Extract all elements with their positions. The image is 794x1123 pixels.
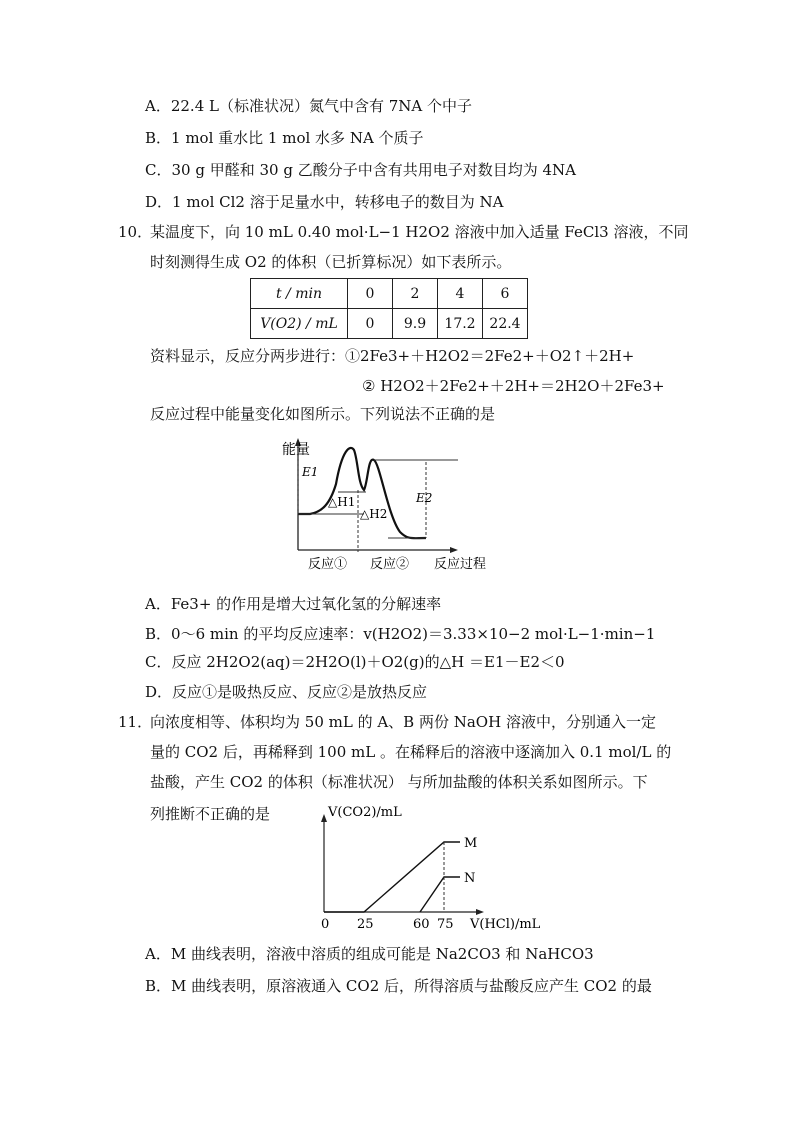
chart-y-arrow <box>321 814 327 822</box>
chart-xlabel: V(HCl)/mL <box>470 917 541 932</box>
table-cell: 9.9 <box>393 309 438 339</box>
x-tick-label: 60 <box>413 917 430 932</box>
chart-x-arrow <box>476 909 484 915</box>
q10-option-b: B．0～6 min 的平均反应速率：v(H2O2)＝3.33×10−2 mol·L−1·min−1 <box>145 625 656 643</box>
q11-option-b: B．M 曲线表明，原溶液通入 CO2 后，所得溶质与盐酸反应产生 CO2 的最 <box>145 977 652 995</box>
table-cell: 4 <box>438 279 483 309</box>
series-line-M <box>324 842 460 912</box>
q11-stem-line4: 列推断不正确的是 <box>150 805 271 823</box>
table-cell: 17.2 <box>438 309 483 339</box>
x-axis-arrow <box>450 547 458 553</box>
table-row <box>251 279 528 309</box>
q9-option-a: A．22.4 L（标准状况）氮气中含有 7NA 个中子 <box>145 97 472 115</box>
q9-option-b: B．1 mol 重水比 1 mol 水多 NA 个质子 <box>145 129 424 147</box>
x-label-reaction-1: 反应① <box>308 557 348 572</box>
dh2-label: △H2 <box>360 507 388 521</box>
chart-ylabel: V(CO2)/mL <box>328 805 402 820</box>
y-axis-label-top: 能量 <box>282 442 310 458</box>
table-cell: 6 <box>483 279 528 309</box>
table-header-time: t / min <box>251 279 348 309</box>
table-row <box>251 309 528 339</box>
q10-info-line2: ② H2O2＋2Fe2+＋2H+＝2H2O＋2Fe3+ <box>362 377 665 395</box>
table-cell: 2 <box>393 279 438 309</box>
series-line-N <box>420 877 460 912</box>
q11-stem-line1: 向浓度相等、体积均为 50 mL 的 A、B 两份 NaOH 溶液中，分别通入一定 <box>150 713 656 731</box>
table-header-volume: V(O2) / mL <box>251 309 348 339</box>
q10-option-c: C．反应 2H2O2(aq)＝2H2O(l)＋O2(g)的△H ＝E1－E2＜0 <box>145 653 565 671</box>
e1-label: E1 <box>302 465 319 479</box>
x-tick-label: 0 <box>321 917 330 932</box>
series-label-M: M <box>464 836 478 851</box>
table-cell: 0 <box>348 309 393 339</box>
x-tick-label: 25 <box>357 917 374 932</box>
q11-number: 11． <box>118 713 153 731</box>
q10-option-a: A．Fe3+ 的作用是增大过氧化氢的分解速率 <box>145 595 442 613</box>
q10-info-line1: 资料显示，反应分两步进行：①2Fe3+＋H2O2＝2Fe2+＋O2↑＋2H+ <box>150 347 635 365</box>
q11-stem-line3: 盐酸，产生 CO2 的体积（标准状况） 与所加盐酸的体积关系如图所示。下 <box>150 773 648 791</box>
table-cell: 0 <box>348 279 393 309</box>
q10-option-d: D．反应①是吸热反应、反应②是放热反应 <box>145 683 428 701</box>
q10-stem-line1: 某温度下，向 10 mL 0.40 mol·L−1 H2O2 溶液中加入适量 FeCl3 溶液，不同 <box>150 223 689 241</box>
e2-label: E2 <box>416 491 433 505</box>
series-label-N: N <box>464 871 476 886</box>
table-cell: 22.4 <box>483 309 528 339</box>
q11-stem-line2: 量的 CO2 后，再稀释到 100 mL 。在稀释后的溶液中逐滴加入 0.1 mol/L 的 <box>150 743 672 761</box>
co2-hcl-chart <box>312 800 552 934</box>
o2-volume-table <box>250 278 528 339</box>
x-tick-label: 75 <box>437 917 454 932</box>
dh1-label: △H1 <box>328 495 356 509</box>
x-label-reaction-2: 反应② <box>370 557 410 572</box>
x-label-process: 反应过程 <box>434 557 487 572</box>
q11-option-a: A．M 曲线表明，溶液中溶质的组成可能是 Na2CO3 和 NaHCO3 <box>145 945 594 963</box>
q10-info-line3: 反应过程中能量变化如图所示。下列说法不正确的是 <box>150 405 496 423</box>
energy-curve <box>298 448 426 538</box>
q10-number: 10． <box>118 223 153 241</box>
q9-option-d: D．1 mol Cl2 溶于足量水中，转移电子的数目为 NA <box>145 193 504 211</box>
q10-stem-line2: 时刻测得生成 O2 的体积（已折算标况）如下表所示。 <box>150 253 512 271</box>
q9-option-c: C．30 g 甲醛和 30 g 乙酸分子中含有共用电子对数目均为 4NA <box>145 161 576 179</box>
energy-diagram <box>278 436 508 576</box>
